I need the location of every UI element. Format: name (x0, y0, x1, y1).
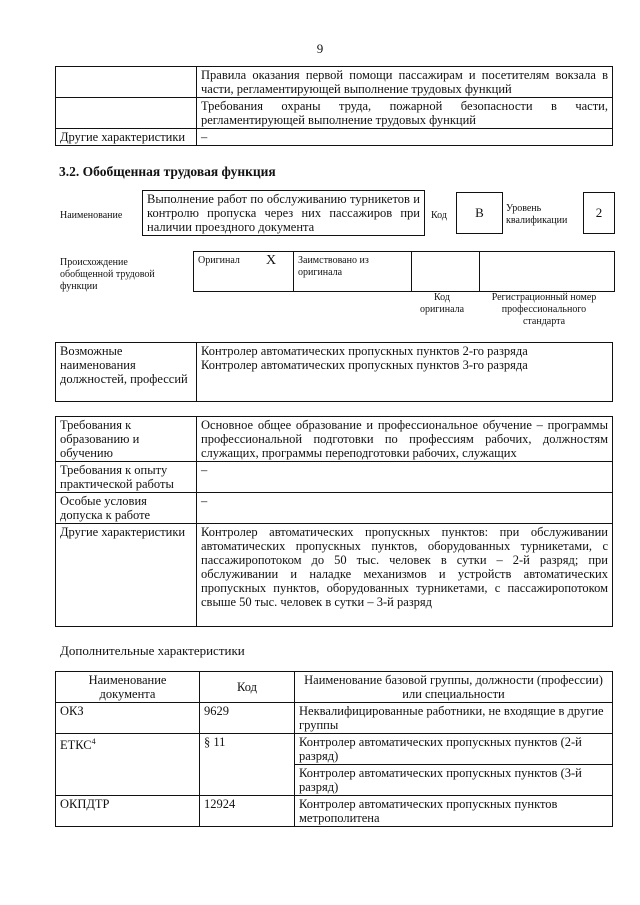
position-line-2: Контролер автоматических пропускных пунктов 3-го разряда (201, 358, 528, 372)
top-row3-value: – (197, 129, 613, 146)
okpdtr-doc: ОКПДТР (56, 796, 200, 827)
name-value: Выполнение работ по обслуживанию турникетов и контролю пропуска через них пассажиров при наличии проездного документа (142, 190, 425, 236)
etks-doc: ЕТКС$^4$ (56, 734, 200, 796)
position-line-1: Контролер автоматических пропускных пунктов 2-го разряда (201, 344, 528, 358)
req-label-0: Требования к образованию и обучению (56, 417, 197, 462)
header-code: Код (200, 672, 295, 703)
etks-code: § 11 (200, 734, 295, 796)
top-table (55, 66, 613, 146)
origin-label: Происхождение обобщенной трудовой функции (60, 257, 155, 292)
header-doc: Наименование документа (56, 672, 200, 703)
positions-table (55, 342, 613, 402)
etks-name-1: Контролер автоматических пропускных пунктов (2-й разряд) (295, 734, 613, 765)
reg-number-caption: Регистрационный номер профессионального стандарта (491, 292, 597, 327)
okpdtr-code: 12924 (200, 796, 295, 827)
original-mark: X (266, 253, 277, 268)
req-value-2: – (197, 493, 613, 524)
code-value: B (456, 192, 503, 234)
additional-table (55, 671, 613, 827)
level-label: Уровень квалификации (506, 203, 568, 226)
okz-doc: ОКЗ (56, 703, 200, 734)
original-label: Оригинал (198, 255, 240, 266)
positions-label: Возможные наименования должностей, профессий (56, 343, 197, 402)
section-heading: 3.2. Обобщенная трудовая функция (59, 164, 276, 179)
header-name: Наименование базовой группы, должности (профессии) или специальности (295, 672, 613, 703)
req-value-3: Контролер автоматических пропускных пунктов: при обслуживании автоматических пропускных пунктов, оборудованных турникетами, с пассажиропотоком до 50 тыс. человек в сутки – 2-й разряд; при обслуживании и наладке механизмов и устройств автоматических пропускных пунктов, оборудованных турникетами, с пассажиропотоком свыше 50 тыс. человек в сутки – 3-й разряд (197, 524, 613, 627)
page-number: 9 (316, 41, 324, 56)
additional-heading: Дополнительные характеристики (60, 643, 245, 658)
okz-code: 9629 (200, 703, 295, 734)
top-row3-label: Другие характеристики (56, 129, 197, 146)
okz-name: Неквалифицированные работники, не входящие в другие группы (295, 703, 613, 734)
level-value: 2 (583, 192, 615, 234)
top-row2-text: Требования охраны труда, пожарной безопасности в части, регламентирующей выполнение трудовых функций (197, 98, 613, 129)
req-value-0: Основное общее образование и профессиональное обучение – программы профессиональной подготовки по профессиям рабочих, должностям служащих, программы переподготовки рабочих, служащих (197, 417, 613, 462)
code-label: Код (431, 210, 447, 221)
req-label-3: Другие характеристики (56, 524, 197, 627)
borrowed-label: Заимствовано из оригинала (298, 255, 369, 278)
requirements-table (55, 416, 613, 627)
req-label-1: Требования к опыту практической работы (56, 462, 197, 493)
name-label: Наименование (60, 210, 123, 221)
top-row1-text: Правила оказания первой помощи пассажирам и посетителям вокзала в части, регламентирующей выполнение трудовых функций (197, 67, 613, 98)
etks-name-2: Контролер автоматических пропускных пунктов (3-й разряд) (295, 765, 613, 796)
req-value-1: – (197, 462, 613, 493)
okpdtr-name: Контролер автоматических пропускных пунктов метрополитена (295, 796, 613, 827)
code-original-caption: Код оригинала (419, 292, 465, 315)
req-label-2: Особые условия допуска к работе (56, 493, 197, 524)
origin-table (193, 251, 615, 292)
